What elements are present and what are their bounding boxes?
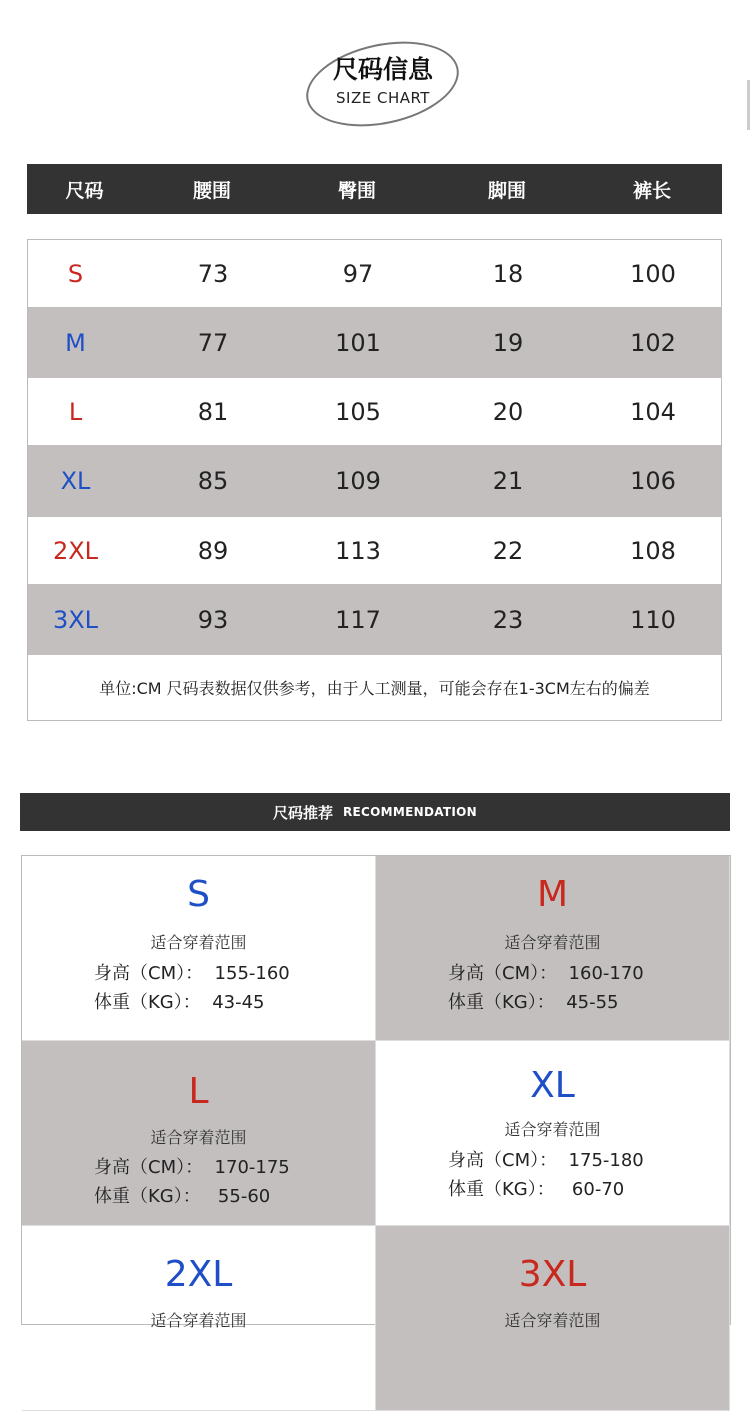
size-table xyxy=(27,239,722,721)
header-size: 尺码 xyxy=(65,179,104,202)
length-cell: 106 xyxy=(630,467,676,495)
size-cell: S xyxy=(67,259,84,288)
recommendation-card xyxy=(376,1041,730,1226)
recommendation-grid xyxy=(21,855,731,1330)
size-cell: 2XL xyxy=(52,536,99,565)
recommendation-weight: 体重（KG）： 43-45 xyxy=(94,992,265,1013)
waist-cell: 73 xyxy=(197,259,229,288)
waist-cell: 81 xyxy=(197,397,229,426)
page-title: 尺码信息 xyxy=(332,55,433,84)
recommendation-card xyxy=(376,856,730,1041)
waist-cell: 89 xyxy=(197,536,229,565)
recommendation-height: 身高（CM）： 175-180 xyxy=(448,1150,644,1171)
leg-cell: 19 xyxy=(492,328,524,357)
recommendation-height: 身高（CM）： 155-160 xyxy=(94,963,290,984)
recommendation-height: 身高（CM）： 170-175 xyxy=(94,1157,290,1178)
length-cell: 100 xyxy=(630,259,676,288)
header-leg: 脚围 xyxy=(487,179,526,202)
recommendation-size: 3XL xyxy=(518,1254,587,1295)
recommendation-label: 适合穿着范围 xyxy=(150,1311,247,1330)
waist-cell: 85 xyxy=(197,467,229,495)
length-cell: 104 xyxy=(630,397,676,426)
table-row xyxy=(28,307,721,378)
leg-cell: 18 xyxy=(492,259,524,288)
recommendation-label: 适合穿着范围 xyxy=(504,933,601,952)
leg-cell: 20 xyxy=(492,397,524,426)
hip-cell: 105 xyxy=(335,397,381,426)
table-row xyxy=(28,240,721,307)
recommendation-label: 适合穿着范围 xyxy=(504,1311,601,1330)
recommendation-card xyxy=(376,1226,730,1411)
recommendation-card xyxy=(22,1226,376,1411)
recommendation-label: 适合穿着范围 xyxy=(504,1120,601,1139)
header-hip: 臀围 xyxy=(337,179,376,202)
size-cell: 3XL xyxy=(52,605,99,634)
size-cell: XL xyxy=(60,467,91,495)
table-row xyxy=(28,378,721,445)
leg-cell: 22 xyxy=(492,536,524,565)
hip-cell: 117 xyxy=(335,605,381,634)
recommendation-height: 身高（CM）： 160-170 xyxy=(448,963,644,984)
hip-cell: 109 xyxy=(335,467,381,495)
length-cell: 102 xyxy=(630,328,676,357)
recommendation-card xyxy=(22,856,376,1041)
recommendation-label: 适合穿着范围 xyxy=(150,1128,247,1147)
recommendation-title: 尺码推荐 xyxy=(273,803,334,822)
title-block xyxy=(0,0,750,140)
hip-cell: 113 xyxy=(335,536,381,565)
recommendation-label: 适合穿着范围 xyxy=(150,933,247,952)
recommendation-size: M xyxy=(536,874,569,915)
waist-cell: 93 xyxy=(197,605,229,634)
recommendation-size: S xyxy=(187,874,210,915)
measurement-note: 单位:CM 尺码表数据仅供参考，由于人工测量，可能会存在1-3CM左右的偏差 xyxy=(99,679,650,698)
leg-cell: 21 xyxy=(492,467,524,495)
recommendation-weight: 体重（KG）： 55-60 xyxy=(94,1186,271,1207)
waist-cell: 77 xyxy=(197,328,229,357)
recommendation-size: XL xyxy=(530,1065,575,1106)
page-subtitle: SIZE CHART xyxy=(336,89,430,107)
header-length: 裤长 xyxy=(632,179,671,202)
size-table-header xyxy=(27,164,722,214)
hip-cell: 97 xyxy=(342,259,374,288)
recommendation-title-en: RECOMMENDATION xyxy=(343,805,477,819)
length-cell: 108 xyxy=(630,536,676,565)
table-row xyxy=(28,445,721,517)
hip-cell: 101 xyxy=(335,328,381,357)
size-cell: M xyxy=(65,328,86,357)
table-row xyxy=(28,584,721,655)
header-waist: 腰围 xyxy=(192,179,231,202)
recommendation-weight: 体重（KG）： 60-70 xyxy=(448,1179,625,1200)
table-row xyxy=(28,517,721,584)
recommendation-size: 2XL xyxy=(164,1254,233,1295)
length-cell: 110 xyxy=(630,605,676,634)
recommendation-card xyxy=(22,1041,376,1226)
recommendation-size: L xyxy=(188,1071,209,1112)
recommendation-header xyxy=(20,793,730,831)
recommendation-weight: 体重（KG）： 45-55 xyxy=(448,992,619,1013)
size-cell: L xyxy=(68,397,83,426)
leg-cell: 23 xyxy=(492,605,524,634)
